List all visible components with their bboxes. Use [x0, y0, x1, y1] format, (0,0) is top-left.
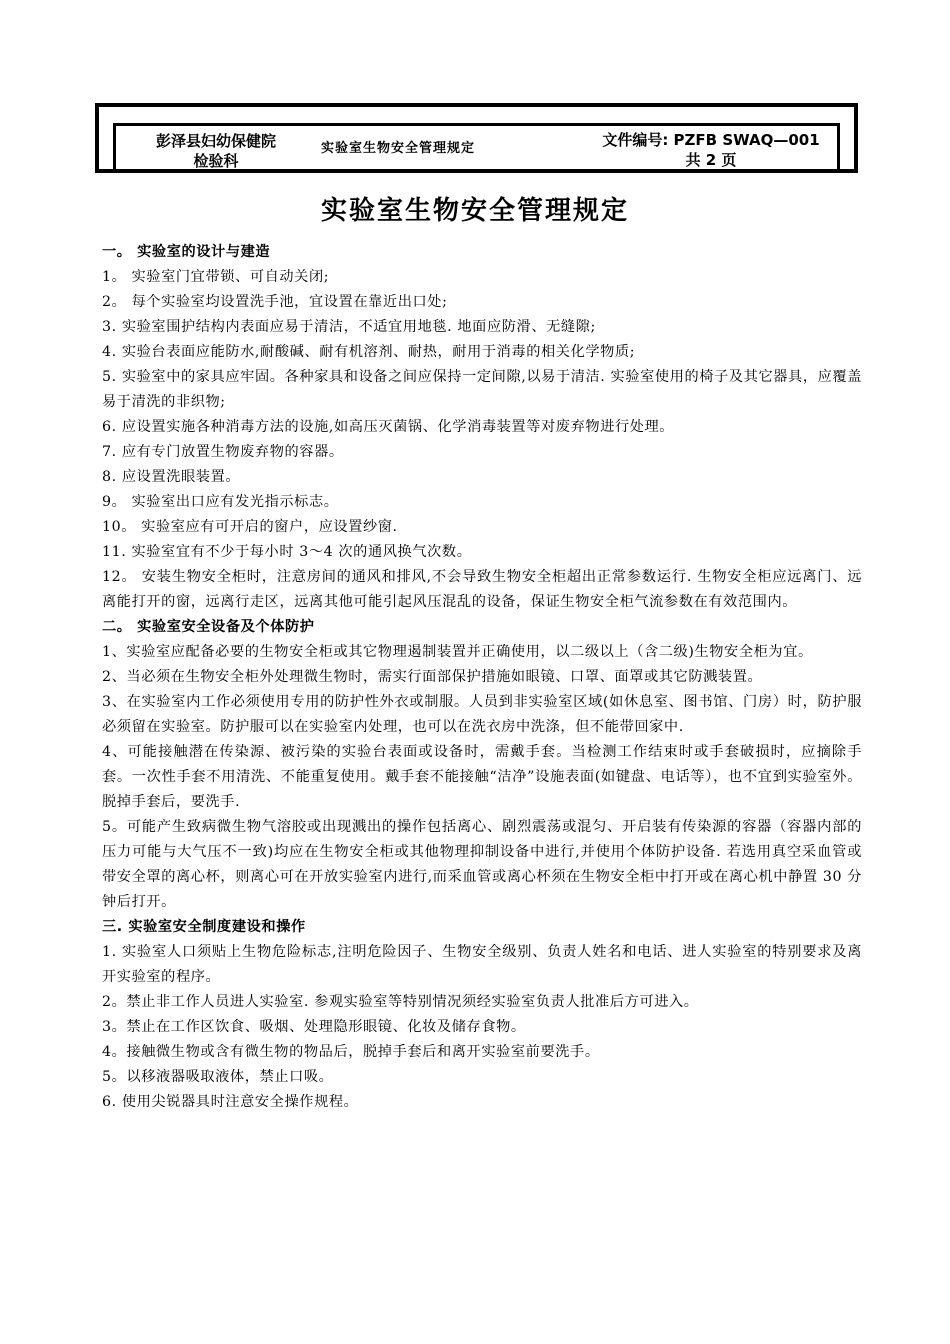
list-item: 3、在实验室内工作必须使用专用的防护性外衣或制服。人员到非实验室区域(如休息室、图书馆、门房）时，防护服必须留在实验室。防护服可以在实验室内处理，也可以在洗衣房中洗涤，但不能带回家中.	[102, 694, 862, 735]
organization-line-2: 检验科	[193, 152, 239, 170]
list-item: 1. 实验室人口须贴上生物危险标志,注明危险因子、生物安全级别、负责人姓名和电话、进人实验室的特别要求及离开实验室的程序。	[102, 944, 862, 985]
section-heading: 三. 实验室安全制度建设和操作	[102, 919, 306, 935]
section-heading: 一。 实验室的设计与建造	[102, 244, 271, 260]
list-item: 6. 应设置实施各种消毒方法的设施,如高压灭菌锅、化学消毒装置等对废弃物进行处理。	[102, 419, 675, 435]
list-item: 5。以移液器吸取液体，禁止口吸。	[102, 1069, 334, 1085]
list-item: 1。 实验室门宜带锁、可自动关闭;	[102, 269, 330, 285]
header-document-title: 实验室生物安全管理规定	[321, 141, 476, 156]
organization-line-1: 彭泽县妇幼保健院	[155, 132, 276, 150]
section-design	[102, 240, 862, 615]
section-equipment	[102, 615, 862, 915]
list-item: 5。可能产生致病微生物气溶胶或出现溅出的操作包括离心、剧烈震荡或混匀、开启装有传染源的容器（容器内部的压力可能与大气压不一致)均应在生物安全柜或其他物理抑制设备中进行,并使用个体防护设备. 若选用真空采血管或带安全罩的离心杯，则离心可在开放实验室内进行,而采血管或离心杯须在生物安全柜中打开或在离心机中静置 30 分钟后打开。	[102, 819, 862, 910]
page-count: 共 2 页	[685, 151, 737, 169]
list-item: 2。禁止非工作人员进人实验室. 参观实验室等特别情况须经实验室负责人批准后方可进入。	[102, 994, 699, 1010]
section-heading: 二。 实验室安全设备及个体防护	[102, 619, 315, 635]
list-item: 2。 每个实验室均设置洗手池，宜设置在靠近出口处;	[102, 294, 448, 310]
list-item: 4、可能接触潜在传染源、被污染的实验台表面或设备时，需戴手套。当检测工作结束时或手套破损时，应摘除手套。一次性手套不用清洗、不能重复使用。戴手套不能接触“洁净”设施表面(如键盘、电话等），也不宜到实验室外。脱掉手套后，要洗手.	[102, 744, 862, 810]
list-item: 3。禁止在工作区饮食、吸烟、处理隐形眼镜、化妆及储存食物。	[102, 1019, 526, 1035]
list-item: 5. 实验室中的家具应牢固。各种家具和设备之间应保持一定间隙,以易于清洁. 实验室使用的椅子及其它器具，应覆盖易于清洗的非织物;	[102, 369, 862, 410]
page-title: 实验室生物安全管理规定	[320, 196, 629, 226]
list-item: 8. 应设置洗眼装置。	[102, 469, 241, 485]
section-operations	[102, 915, 862, 1115]
list-item: 7. 应有专门放置生物废弃物的容器。	[102, 444, 344, 460]
list-item: 11. 实验室宜有不少于每小时 3～4 次的通风换气次数。	[102, 544, 472, 560]
list-item: 10。 实验室应有可开启的窗户，应设置纱窗.	[102, 519, 398, 535]
header-inner-frame	[113, 123, 840, 169]
list-item: 6. 使用尖锐器具时注意安全操作规程。	[102, 1094, 359, 1110]
document-header	[95, 103, 858, 173]
document-body	[102, 240, 862, 1115]
list-item: 12。 安装生物安全柜时，注意房间的通风和排风,不会导致生物安全柜超出正常参数运行. 生物安全柜应远离门、远离能打开的窗，远离行走区，远离其他可能引起风压混乱的设备，保证生物安全柜气流参数在有效范围内。	[102, 569, 862, 610]
document-number: 文件编号: PZFB SWAQ—001	[602, 131, 820, 149]
list-item: 4. 实验台表面应能防水,耐酸碱、耐有机溶剂、耐热，耐用于消毒的相关化学物质;	[102, 344, 636, 360]
list-item: 1、实验室应配备必要的生物安全柜或其它物理遏制装置并正确使用，以二级以上（含二级)生物安全柜为宜。	[102, 644, 813, 660]
organization-name	[136, 131, 296, 171]
list-item: 4。接触微生物或含有微生物的物品后，脱掉手套后和离开实验室前要洗手。	[102, 1044, 600, 1060]
list-item: 3. 实验室围护结构内表面应易于清洁，不适宜用地毯. 地面应防滑、无缝隙;	[102, 319, 596, 335]
list-item: 2、当必须在生物安全柜外处理微生物时，需实行面部保护措施如眼镜、口罩、面罩或其它防溅装置。	[102, 669, 763, 685]
document-number-block	[586, 130, 836, 170]
list-item: 9。 实验室出口应有发光指示标志。	[102, 494, 339, 510]
